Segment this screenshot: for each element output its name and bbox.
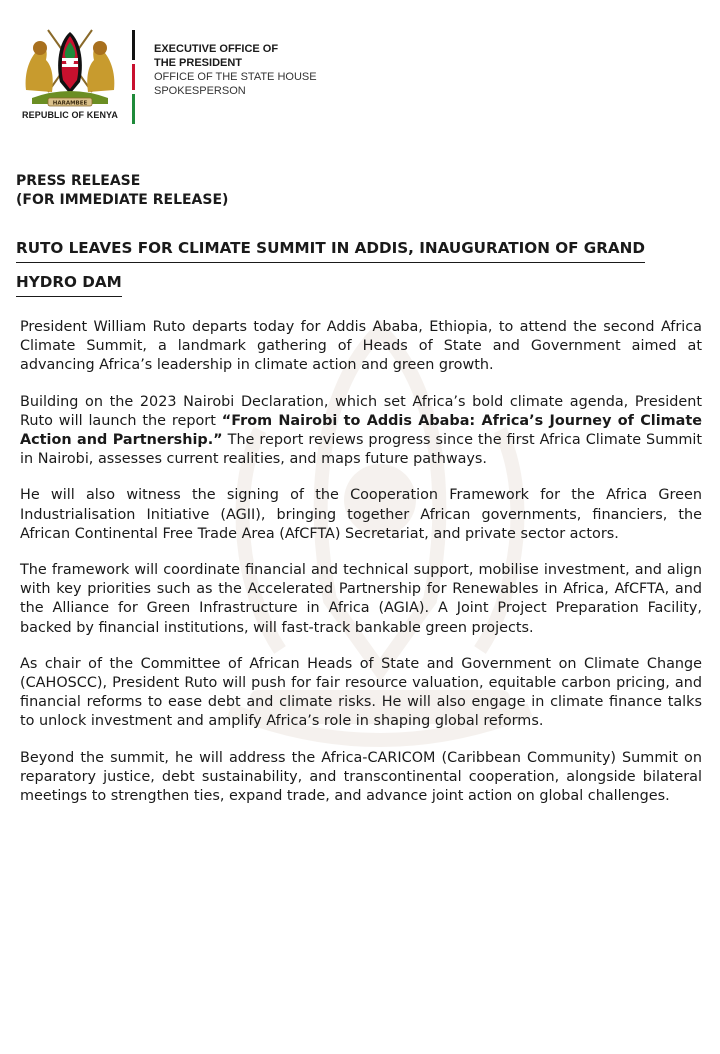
- paragraph-2-end: The report reviews progress since the first Africa Climate Summit in Nairobi, assesses current realities, and maps future pathways.: [20, 432, 702, 468]
- office-line-1: EXECUTIVE OFFICE OF: [154, 43, 279, 55]
- title-line-2: HYDRO DAM: [16, 272, 122, 297]
- release-label: [16, 172, 228, 210]
- kenya-coat-of-arms-icon: [18, 22, 122, 108]
- country-name: REPUBLIC OF KENYA: [22, 110, 118, 120]
- release-body: [20, 318, 702, 823]
- letterhead: [0, 0, 720, 140]
- flag-color-bar: [132, 30, 135, 124]
- office-block: [154, 42, 317, 98]
- office-line-3: OFFICE OF THE STATE HOUSE: [154, 71, 317, 83]
- report-title: “From Nairobi to Addis Ababa: Africa’s Journey of Climate Action and Partnership.”: [20, 412, 702, 449]
- paragraph-2-start: Building on the 2023 Nairobi Declaration, which set Africa’s bold climate agenda, President Ruto will launch the report: [20, 393, 702, 429]
- office-line-2: THE PRESIDENT: [154, 57, 243, 69]
- flag-stripe-green: [132, 94, 135, 124]
- title-line-1: RUTO LEAVES FOR CLIMATE SUMMIT IN ADDIS, INAUGURATION OF GRAND: [16, 238, 645, 263]
- paragraph-6: Beyond the summit, he will address the Africa-CARICOM (Caribbean Community) Summit on reparatory justice, debt sustainability, and transcontinental cooperation, alongside bilateral meetings to strengthen ties, expand trade, and advance joint action on global challenges.: [20, 749, 702, 805]
- paragraph-1: President William Ruto departs today for Addis Ababa, Ethiopia, to attend the second Africa Climate Summit, a landmark gathering of Heads of State and Government aimed at advancing Africa’s leadership in climate action and green growth.: [20, 319, 702, 374]
- press-release-heading: PRESS RELEASE: [16, 173, 141, 189]
- flag-stripe-black: [132, 30, 135, 60]
- office-line-4: SPOKESPERSON: [154, 85, 246, 97]
- motto-text: HARAMBEE: [52, 100, 88, 107]
- paragraph-3: He will also witness the signing of the Cooperation Framework for the Africa Green Industrialisation Initiative (AGII), bringing together African governments, financiers, the African Continental Free Trade Area (AfCFTA) Secretariat, and private sector actors.: [20, 487, 702, 542]
- paragraph-4: The framework will coordinate financial and technical support, mobilise investment, and align with key priorities such as the Accelerated Partnership for Renewables in Africa, AfCFTA, and the Alliance for Green Infrastructure in Africa (AGIA). A Joint Project Preparation Facility, backed by financial institutions, will fast-track bankable green projects.: [20, 562, 702, 636]
- flag-stripe-red: [132, 64, 135, 90]
- page-title: [16, 238, 666, 306]
- paragraph-2: [20, 393, 702, 470]
- immediate-release-note: (FOR IMMEDIATE RELEASE): [16, 192, 229, 208]
- paragraph-5: As chair of the Committee of African Heads of State and Government on Climate Change (CAHOSCC), President Ruto will push for fair resource valuation, equitable carbon pricing, and financial reforms to ease debt and climate risks. He will also engage in climate finance talks to unlock investment and amplify Africa’s role in shaping global reforms.: [20, 655, 702, 730]
